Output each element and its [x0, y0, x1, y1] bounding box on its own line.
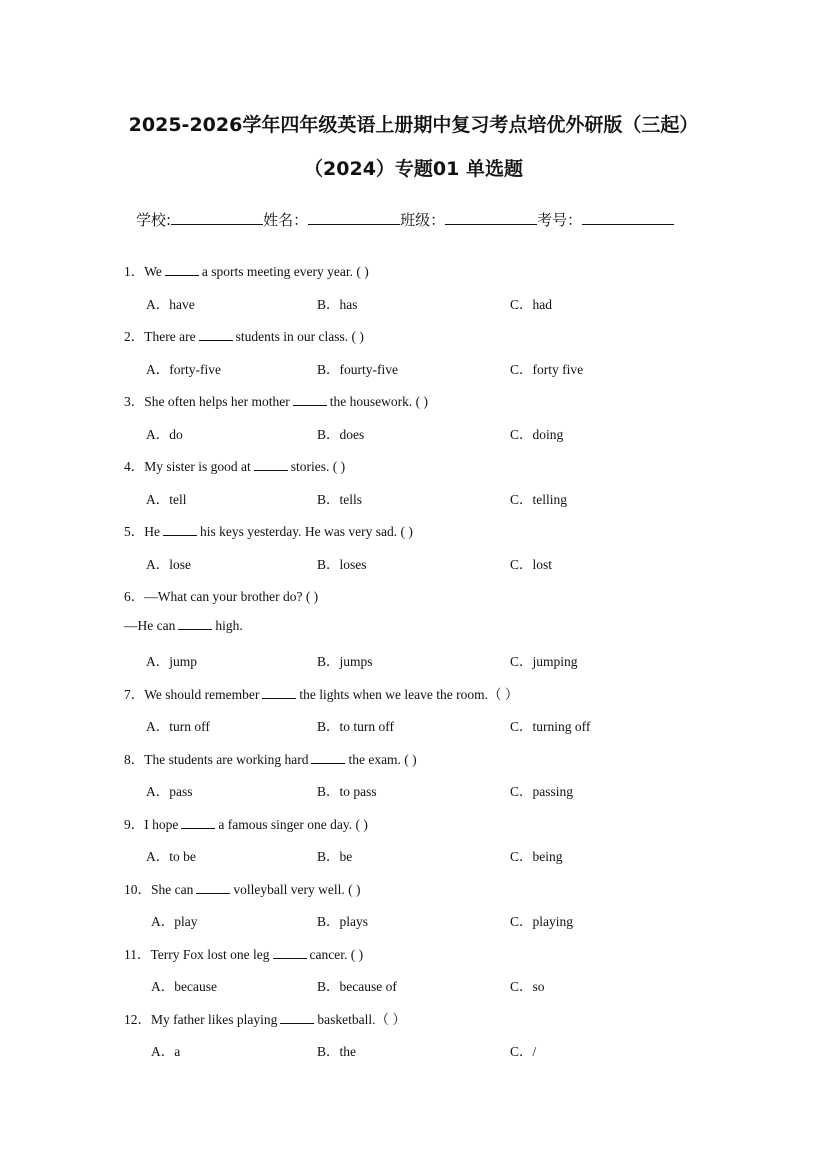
- answer-blank: [311, 752, 345, 764]
- option-a[interactable]: A．have: [146, 297, 195, 312]
- question-3: 3．She often helps her mother the housework. ( ): [124, 394, 428, 409]
- option-c[interactable]: C．being: [510, 849, 563, 864]
- option-a[interactable]: A．do: [146, 427, 183, 442]
- question-1: 1．We a sports meeting every year. ( ): [124, 264, 369, 279]
- option-c[interactable]: C．jumping: [510, 654, 578, 669]
- question-10: 10．She can volleyball very well. ( ): [124, 882, 361, 897]
- exam-no-label: 考号：: [537, 211, 583, 229]
- class-label: 班级：: [400, 211, 446, 229]
- option-a[interactable]: A．play: [151, 914, 198, 929]
- option-c[interactable]: C．lost: [510, 557, 553, 572]
- question-4: 4．My sister is good at stories. ( ): [124, 459, 346, 474]
- option-b[interactable]: B．fourty-five: [317, 362, 398, 377]
- option-b[interactable]: B．plays: [317, 914, 369, 929]
- name-blank[interactable]: [308, 210, 400, 225]
- option-b[interactable]: B．tells: [317, 492, 363, 507]
- option-c[interactable]: C．telling: [510, 492, 567, 507]
- question-11: 11．Terry Fox lost one leg cancer. ( ): [124, 947, 364, 962]
- answer-blank: [280, 1012, 314, 1024]
- question-6: 6．—What can your brother do? ( ): [124, 589, 319, 604]
- question-8: 8．The students are working hard the exam. ( ): [124, 752, 417, 767]
- answer-blank: [163, 524, 197, 536]
- option-c[interactable]: C．so: [510, 979, 545, 994]
- question-6-line-2: —He can high.: [124, 618, 243, 633]
- question-5: 5．He his keys yesterday. He was very sad. ( ): [124, 524, 413, 539]
- answer-blank: [178, 618, 212, 630]
- option-a[interactable]: A．tell: [146, 492, 187, 507]
- option-a[interactable]: A．lose: [146, 557, 191, 572]
- question-7: 7．We should remember the lights when we leave the room.（ ）: [124, 687, 519, 702]
- option-a[interactable]: A．because: [151, 979, 217, 994]
- answer-blank: [181, 817, 215, 829]
- option-b[interactable]: B．to pass: [317, 784, 377, 799]
- school-blank[interactable]: [171, 210, 263, 225]
- answer-blank: [196, 882, 230, 894]
- option-a[interactable]: A．forty-five: [146, 362, 221, 377]
- option-b[interactable]: B．loses: [317, 557, 367, 572]
- option-b[interactable]: B．be: [317, 849, 353, 864]
- option-b[interactable]: B．because of: [317, 979, 397, 994]
- answer-blank: [254, 459, 288, 471]
- question-2: 2．There are students in our class. ( ): [124, 329, 364, 344]
- answer-blank: [165, 264, 199, 276]
- name-label: 姓名：: [263, 211, 309, 229]
- option-a[interactable]: A．turn off: [146, 719, 210, 734]
- option-c[interactable]: C．passing: [510, 784, 574, 799]
- option-a[interactable]: A．a: [151, 1044, 181, 1059]
- option-b[interactable]: B．has: [317, 297, 358, 312]
- option-a[interactable]: A．to be: [146, 849, 196, 864]
- option-c[interactable]: C．doing: [510, 427, 564, 442]
- title-line-2: （2024）专题01 单选题: [304, 158, 523, 180]
- school-label: 学校:: [136, 211, 172, 229]
- answer-blank: [293, 394, 327, 406]
- option-c[interactable]: C．had: [510, 297, 552, 312]
- title-line-1: 2025-2026学年四年级英语上册期中复习考点培优外研版（三起）: [128, 114, 699, 136]
- answer-blank: [273, 947, 307, 959]
- option-b[interactable]: B．to turn off: [317, 719, 394, 734]
- option-b[interactable]: B．does: [317, 427, 365, 442]
- answer-blank: [262, 687, 296, 699]
- option-c[interactable]: C．/: [510, 1044, 537, 1059]
- option-b[interactable]: B．the: [317, 1044, 356, 1059]
- student-info: [136, 209, 674, 230]
- question-12: 12．My father likes playing basketball.（ ）: [124, 1012, 406, 1027]
- class-blank[interactable]: [445, 210, 537, 225]
- option-c[interactable]: C．playing: [510, 914, 573, 929]
- option-b[interactable]: B．jumps: [317, 654, 373, 669]
- exam-no-blank[interactable]: [582, 210, 674, 225]
- answer-blank: [199, 329, 233, 341]
- question-9: 9．I hope a famous singer one day. ( ): [124, 817, 368, 832]
- option-c[interactable]: C．forty five: [510, 362, 584, 377]
- option-c[interactable]: C．turning off: [510, 719, 591, 734]
- option-a[interactable]: A．pass: [146, 784, 193, 799]
- option-a[interactable]: A．jump: [146, 654, 198, 669]
